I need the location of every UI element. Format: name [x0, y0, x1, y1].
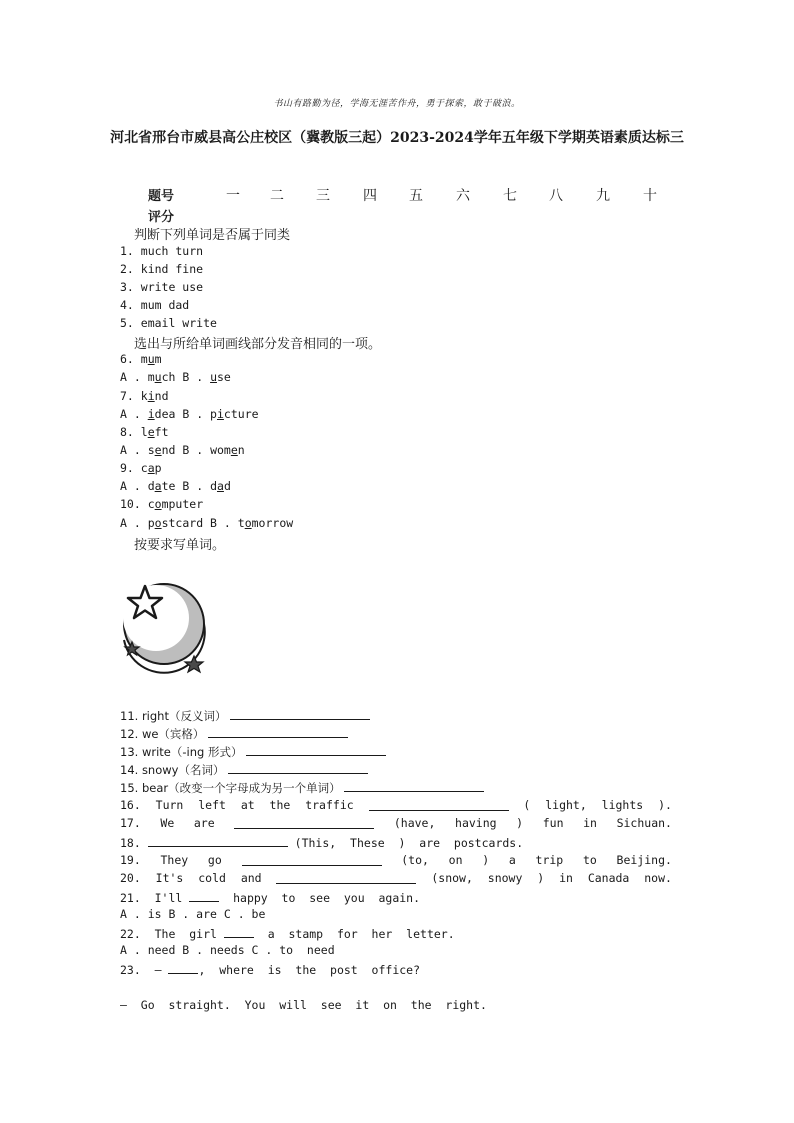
- q9-options: A . date B . dad: [120, 479, 231, 493]
- section2-heading: 选出与所给单词画线部分发音相同的一项。: [134, 337, 382, 352]
- q4: 4. mum dad: [120, 298, 190, 312]
- answer-blank[interactable]: [228, 761, 368, 774]
- q23: 23. — , where is the post office?: [120, 963, 421, 977]
- score-col-3: 三: [316, 188, 330, 204]
- q7-options: A . idea B . picture: [120, 407, 259, 421]
- answer-blank[interactable]: [230, 707, 370, 720]
- page-title: 河北省邢台市威县高公庄校区（冀教版三起）2023-2024学年五年级下学期英语素质达标三: [110, 130, 684, 146]
- q13: 13. write（-ing 形式）: [120, 743, 386, 760]
- score-col-2: 二: [270, 188, 284, 204]
- score-col-10: 十: [643, 188, 657, 204]
- q18: 18. (This, These ) are postcards.: [120, 836, 524, 850]
- q2: 2. kind fine: [120, 262, 204, 276]
- motto: 书山有路勤为径，学海无涯苦作舟，勇于探索，敢于破浪。: [273, 99, 521, 109]
- answer-blank[interactable]: [224, 925, 254, 938]
- answer-blank[interactable]: [189, 889, 219, 902]
- answer-blank[interactable]: [369, 798, 509, 811]
- answer-blank[interactable]: [148, 834, 288, 847]
- q3: 3. write use: [120, 280, 204, 294]
- moon-and-stars-icon: [118, 580, 210, 678]
- q5: 5. email write: [120, 316, 217, 330]
- q9: 9. cap: [120, 461, 162, 475]
- section3-heading: 按要求写单词。: [134, 538, 226, 553]
- answer-blank[interactable]: [242, 853, 382, 866]
- answer-blank[interactable]: [246, 743, 386, 756]
- q19: 19. They go (to, on ) a trip to Beijing.: [120, 853, 672, 867]
- score-col-4: 四: [363, 188, 377, 204]
- q6: 6. mum: [120, 352, 162, 366]
- q15: 15. bear（改变一个字母成为另一个单词）: [120, 779, 484, 796]
- q7: 7. kind: [120, 389, 169, 403]
- answer-blank[interactable]: [234, 816, 374, 829]
- q10: 10. computer: [120, 497, 204, 511]
- q11: 11. right（反义词）: [120, 707, 370, 724]
- score-col-1: 一: [226, 188, 240, 204]
- q20: 20. It's cold and (snow, snowy ) in Canada now.: [120, 871, 672, 885]
- q12: 12. we（宾格）: [120, 725, 348, 742]
- q8: 8. left: [120, 425, 169, 439]
- q10-options: A . postcard B . tomorrow: [120, 516, 294, 530]
- score-col-5: 五: [409, 188, 423, 204]
- q8-options: A . send B . women: [120, 443, 245, 457]
- section1-heading: 判断下列单词是否属于同类: [134, 228, 291, 243]
- q23-answer: — Go straight. You will see it on the right.: [120, 998, 487, 1012]
- answer-blank[interactable]: [208, 725, 348, 738]
- answer-blank[interactable]: [344, 779, 484, 792]
- q17: 17. We are (have, having ) fun in Sichuan.: [120, 816, 672, 830]
- score-col-7: 七: [503, 188, 517, 204]
- q14: 14. snowy（名词）: [120, 761, 368, 778]
- q22-options: A . need B . needs C . to need: [120, 943, 335, 957]
- score-table-head: 题号: [148, 189, 175, 204]
- answer-blank[interactable]: [168, 961, 198, 974]
- score-row-label: 评分: [148, 210, 175, 225]
- q6-options: A . much B . use: [120, 370, 231, 384]
- q21-options: A . is B . are C . be: [120, 907, 266, 921]
- score-col-9: 九: [596, 188, 610, 204]
- q21: 21. I'll happy to see you again.: [120, 891, 421, 905]
- q16: 16. Turn left at the traffic ( light, lights ).: [120, 798, 672, 812]
- q1: 1. much turn: [120, 244, 204, 258]
- score-col-8: 八: [549, 188, 563, 204]
- answer-blank[interactable]: [276, 871, 416, 884]
- score-col-6: 六: [456, 188, 470, 204]
- q22: 22. The girl a stamp for her letter.: [120, 927, 455, 941]
